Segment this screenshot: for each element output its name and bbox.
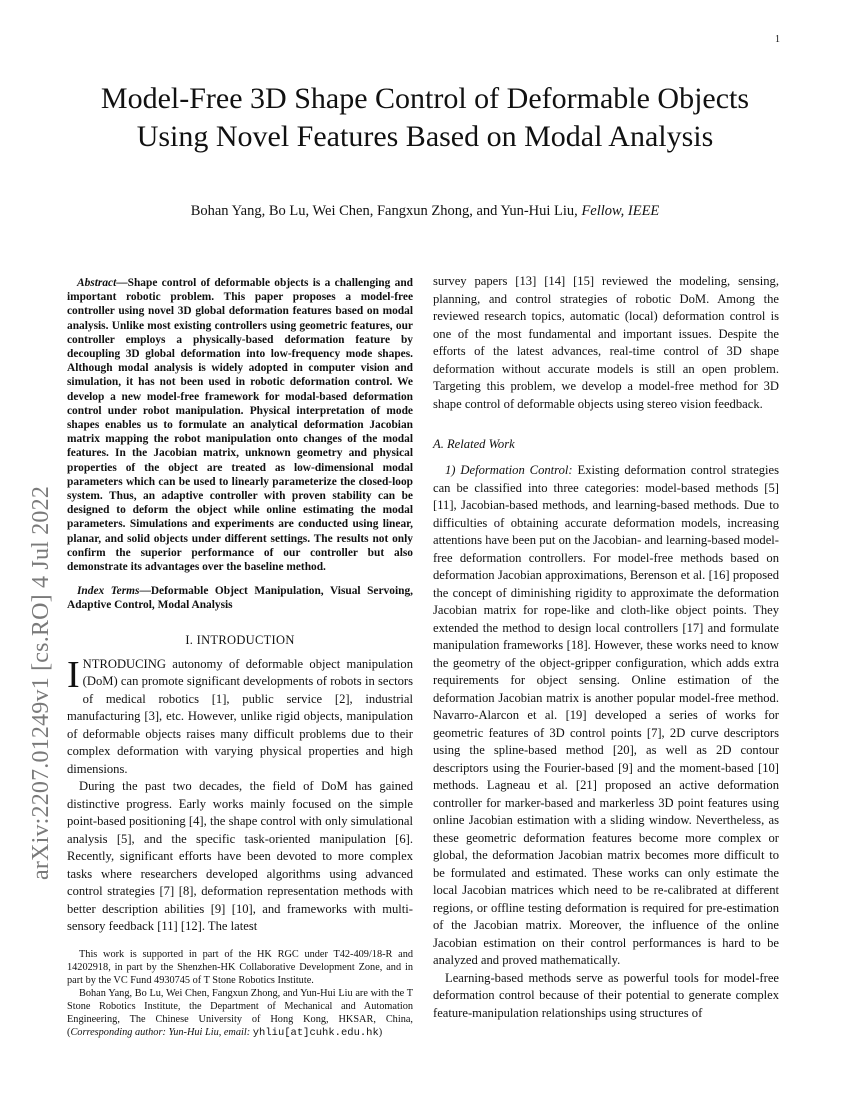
author-list bbox=[95, 203, 755, 220]
section-heading-introduction: I. INTRODUCTION bbox=[185, 632, 295, 647]
intro-paragraph-1 bbox=[67, 653, 413, 779]
drop-cap: I bbox=[67, 653, 80, 696]
footnotes bbox=[67, 948, 413, 1040]
footnote-affiliation bbox=[67, 987, 413, 1040]
subsection-heading-related-work: A. Related Work bbox=[433, 437, 515, 451]
paper-title: Model-Free 3D Shape Control of Deformable Objects Using Novel Features Based on Modal Analysis bbox=[100, 82, 750, 153]
paragraph-lead-deformation-control: 1) Deformation Control: bbox=[445, 463, 573, 477]
index-terms bbox=[67, 584, 413, 612]
authors-fellow: Fellow, IEEE bbox=[581, 203, 660, 219]
abstract-lead: Abstract bbox=[77, 277, 117, 289]
authors-names: Bohan Yang, Bo Lu, Wei Chen, Fangxun Zhong, and Yun-Hui Liu, bbox=[190, 203, 582, 219]
right-column bbox=[433, 273, 779, 1022]
footnote-close: ) bbox=[378, 1027, 383, 1038]
intro-paragraph-1-text: NTRODUCING autonomy of deformable object manipulation (DoM) can promote significant developments of robots in sectors of medical robotics [1], public service [2], industrial manufacturing [3], etc. However, unlike rigid objects, manipulation of deformable objects raises many difficult problems due to their complex deformation with varying physical properties and high dimensions. bbox=[67, 656, 413, 776]
index-terms-lead: Index Terms bbox=[77, 585, 140, 598]
footnote-affiliation-text: Bohan Yang, Bo Lu, Wei Chen, Fangxun Zhong, and Yun-Hui Liu are with the T Stone Robotics Institute, the Department of Mechanical and Automation Engineering, The Chinese University of Hong Kong, HKSAR, China, ( bbox=[67, 988, 413, 1038]
footnote-funding: This work is supported in part of the HK RGC under T42-409/18-R and 14202918, in part by the Shenzhen-HK Collaborative Development Zone, and in part by the VC Fund 4930745 of T Stone Robotics Institute. bbox=[67, 949, 413, 986]
abstract bbox=[67, 276, 413, 574]
right-paragraph-2-text: Existing deformation control strategies can be classified into three categories: model-based methods [5] [11], Jacobian-based methods, and learning-based methods. Due to difficulties of obtaining accurate deformation models, increasing attentions have been put on the Jacobian- and learning-based model-free deformation controllers. For model-free methods based on deformation Jacobian approximations, Berenson et al. [16] proposed the concept of diminishing rigidity to approximate the deformation Jacobian matrix for rope-like and cloth-like object points. They extended the method to design local controllers [17] and formulate manipulation frameworks [18]. However, these works need to know the geometry of the object-gripper configuration, which adds extra requirements for object sensing. Online estimation of the deformation Jacobian matrix is another popular model-free method. Navarro-Alarcon et al. [19] developed a series of works for geometric features of 3D control points [7], 2D curve descriptors using the spline-based method [20], as well as 2D contour descriptors using the Fourier-based [9] and the moment-based [10] methods. Lagneau et al. [21] proposed an active deformation controller for marker-based and markerless 3D point features using online Jacobian estimation with a sliding window. Nevertheless, as these geometric deformation features become more complex or global, the deformation Jacobian matrix becomes more difficult to be formulated and estimated. These works can only estimate the local Jacobian matrices which need to be re-calibrated at different regions, or offline testing deformation is required for pre-estimation of the Jacobian matrix. Moreover, the influence of the online Jacobian estimation on their control performances is hard to be analyzed and proved mathematically. bbox=[433, 463, 779, 967]
right-paragraph-3: Learning-based methods serve as powerful tools for model-free deformation control because of their potential to generate complex feature-manipulation relationships using structures of bbox=[433, 970, 779, 1020]
footnote-corresponding: Corresponding author: Yun-Hui Liu, email: bbox=[70, 1027, 253, 1038]
index-terms-text: —Deformable Object Manipulation, Visual Servoing, Adaptive Control, Modal Analysis bbox=[67, 585, 413, 612]
page-number: 1 bbox=[775, 34, 780, 45]
arxiv-stamp: arXiv:2207.01249v1 [cs.RO] 4 Jul 2022 bbox=[28, 485, 54, 880]
intro-paragraph-2: During the past two decades, the field of DoM has gained distinctive progress. Early works mainly focused on the simple point-based positioning [4], the shape control with only simulational analysis [5], and the specific task-oriented manipulation [6]. Recently, significant efforts have been devoted to more complex tasks where researchers developed algorithms using advanced control strategies [7] [8], deformation representation methods with better description abilities [9] [10], and frameworks with multi-sensory feedback [11] [12]. The latest bbox=[67, 779, 413, 934]
footnote-email: yhliu[at]cuhk.edu.hk bbox=[252, 1027, 379, 1039]
right-paragraph-2 bbox=[433, 462, 779, 970]
abstract-text: —Shape control of deformable objects is a challenging and important robotic problem. This paper proposes a model-free controller using novel 3D global deformation features based on modal analysis. Unlike most existing controllers using geometric features, our controller employs a physically-based deformation feature by decoupling 3D global deformation into low-frequency mode shapes. Although modal analysis is widely adopted in computer vision and simulation, it has not been used in robotic deformation control. We develop a new model-free framework for modal-based deformation control under robot manipulation. Physical interpretation of mode shapes enables us to formulate an analytical deformation Jacobian matrix mapping the robot manipulation onto changes of the modal features. In the Jacobian matrix, unknown geometry and physical properties of the object are treated as low-dimensional modal parameters which can be used to linearly parameterize the closed-loop system. Thus, an adaptive controller with proven stability can be designed to deform the object while online estimating the modal parameters. Simulations and experiments are conducted using linear, planar, and solid objects under different settings. The results not only confirm the superior performance of our controller but also demonstrate its advantages over the baseline method. bbox=[67, 277, 413, 574]
left-column bbox=[67, 276, 413, 936]
right-paragraph-1: survey papers [13] [14] [15] reviewed the modeling, sensing, planning, and control strategies of robotic DoM. Among the reviewed research topics, automatic (local) deformation control is one of the most fundamental and important issues. Despite the efforts of the latest advances, real-time control of 3D shape deformation without accurate models is still an open problem. Targeting this problem, we develop a model-free method for 3D shape control of deformable objects using stereo vision feedback. bbox=[433, 274, 779, 411]
